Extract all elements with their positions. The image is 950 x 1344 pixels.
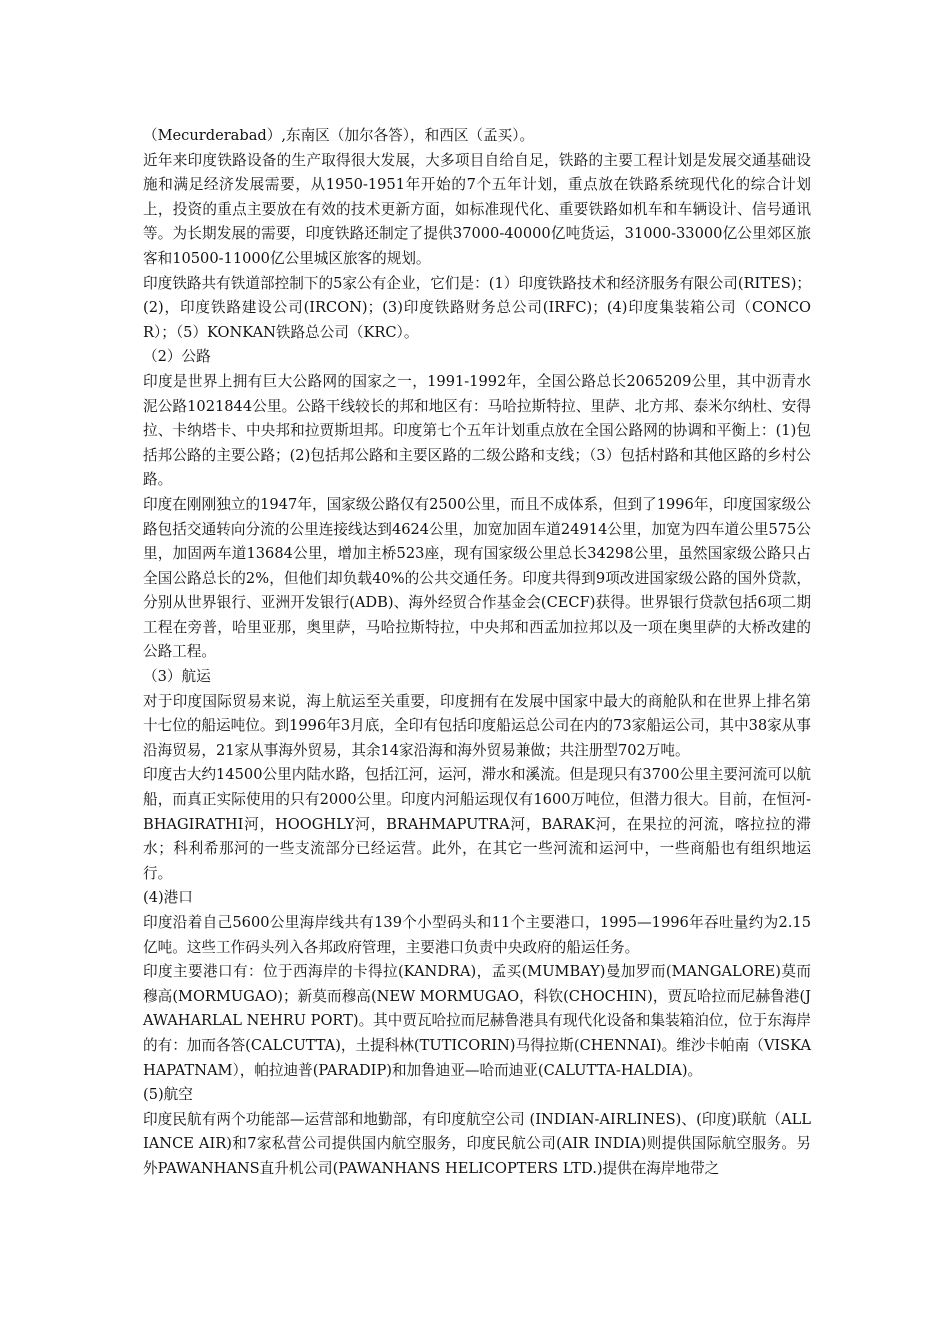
paragraph-maritime-shipping: 对于印度国际贸易来说，海上航运至关重要，印度拥有在发展中国家中最大的商舱队和在世界上排名第十七位的船运吨位。到1996年3月底，全印有包括印度船运总公司在内的73家船运公司，其中38家从事沿海贸易，21家从事海外贸易，其余14家沿海和海外贸易兼做；共注册型702万吨。 [143,692,811,759]
paragraph-railway-regions: （Mecurderabad）,东南区（加尔各答），和西区（孟买）。 [143,127,535,144]
section-heading-shipping: （3）航运 [143,668,211,686]
section-heading-highways: （2）公路 [143,348,211,366]
section-heading-aviation: (5)航空 [143,1086,193,1104]
section-heading-ports: (4)港口 [143,889,193,907]
paragraph-railway-enterprises: 印度铁路共有铁道部控制下的5家公有企业，它们是：(1）印度铁路技术和经济服务有限公司(RITES)；(2)，印度铁路建设公司(IRCON)；(3)印度铁路财务总公司(IRFC)；(4)印度集装箱公司（CONCOR）；（5）KONKAN铁路总公司（KRC）。 [143,274,811,341]
paragraph-civil-aviation: 印度民航有两个功能部—运营部和地勤部，有印度航空公司 (INDIAN-AIRLINES)、(印度)联航（ALLIANCE AIR)和7家私营公司提供国内航空服务，印度民航公司(AIR INDIA)则提供国际航空服务。另外PAWANHANS直升机公司(PAWANHANS HELICOPTERS LTD.)提供在海岸地带之 [143,1110,811,1177]
paragraph-inland-waterways: 印度古大约14500公里内陆水路，包括江河，运河，滞水和溪流。但是现只有3700公里主要河流可以航船，而真正实际使用的只有2000公里。印度内河船运现仅有1600万吨位，但潜力很大。目前，在恒河-BHAGIRATHI河，HOOGHLY河，BRAHMAPUTRA河，BARAK河，在果拉的河流，喀拉拉的滞水；科利希那河的一些支流部分已经运营。此外，在其它一些河流和运河中，一些商船也有组织地运行。 [143,766,811,882]
paragraph-railway-equipment: 近年来印度铁路设备的生产取得很大发展，大多项目自给自足，铁路的主要工程计划是发展交通基础设施和满足经济发展需要，从1950-1951年开始的7个五年计划，重点放在铁路系统现代化的综合计划上，投资的重点主要放在有效的技术更新方面，如标准现代化、重要铁路如机车和车辆设计、信号通讯等。为长期发展的需要，印度铁路还制定了提供37000-40000亿吨货运，31000-33000亿公里郊区旅客和10500-11000亿公里城区旅客的规划。 [143,151,811,267]
paragraph-port-overview: 印度沿着自己5600公里海岸线共有139个小型码头和11个主要港口，1995—1996年吞吐量约为2.15亿吨。这些工作码头列入各邦政府管理，主要港口负责中央政府的船运任务。 [143,914,811,956]
paragraph-national-highways: 印度在刚刚独立的1947年，国家级公路仅有2500公里，而且不成体系，但到了1996年，印度国家级公路包括交通转向分流的公里连接线达到4624公里，加宽加固车道24914公里，加宽为四车道公里575公里，加固两车道13684公里，增加主桥523座，现有国家级公里总长34298公里，虽然国家级公路只占全国公路总长的2%，但他们却负载40%的公共交通任务。印度共得到9项改进国家级公路的国外贷款，分别从世界银行、亚洲开发银行(ADB)、海外经贸合作基金会(CECF)获得。世界银行贷款包括6项二期工程在旁普，哈里亚那，奥里萨，马哈拉斯特拉，中央邦和西孟加拉邦以及一项在奥里萨的大桥改建的公路工程。 [143,495,811,661]
document-body [143,124,811,1182]
paragraph-major-ports: 印度主要港口有：位于西海岸的卡得拉(KANDRA)，孟买(MUMBAY)曼加罗而(MANGALORE)莫而穆高(MORMUGAO)；新莫而穆高(NEW MORMUGAO，科钦(CHOCHIN)，贾瓦哈拉而尼赫鲁港(JAWAHARLAL NEHRU PORT)。其中贾瓦哈拉而尼赫鲁港具有现代化设备和集装箱泊位，位于东海岸的有：加而各答(CALCUTTA)，土提科林(TUTICORIN)马得拉斯(CHENNAI)。维沙卡帕南（VISKAHAPATNAM），帕拉迪普(PARADIP)和加鲁迪亚—哈而迪亚(CALUTTA-HALDIA)。 [143,963,812,1079]
paragraph-highway-network: 印度是世界上拥有巨大公路网的国家之一，1991-1992年，全国公路总长2065209公里，其中沥青水泥公路1021844公里。公路干线较长的邦和地区有：马哈拉斯特拉、里萨、北方邦、泰米尔纳杜、安得拉、卡纳塔卡、中央邦和拉贾斯坦邦。印度第七个五年计划重点放在全国公路网的协调和平衡上：(1)包括邦公路的主要公路；(2)包括邦公路和主要区路的二级公路和支线；（3）包括村路和其他区路的乡村公路。 [143,372,811,489]
